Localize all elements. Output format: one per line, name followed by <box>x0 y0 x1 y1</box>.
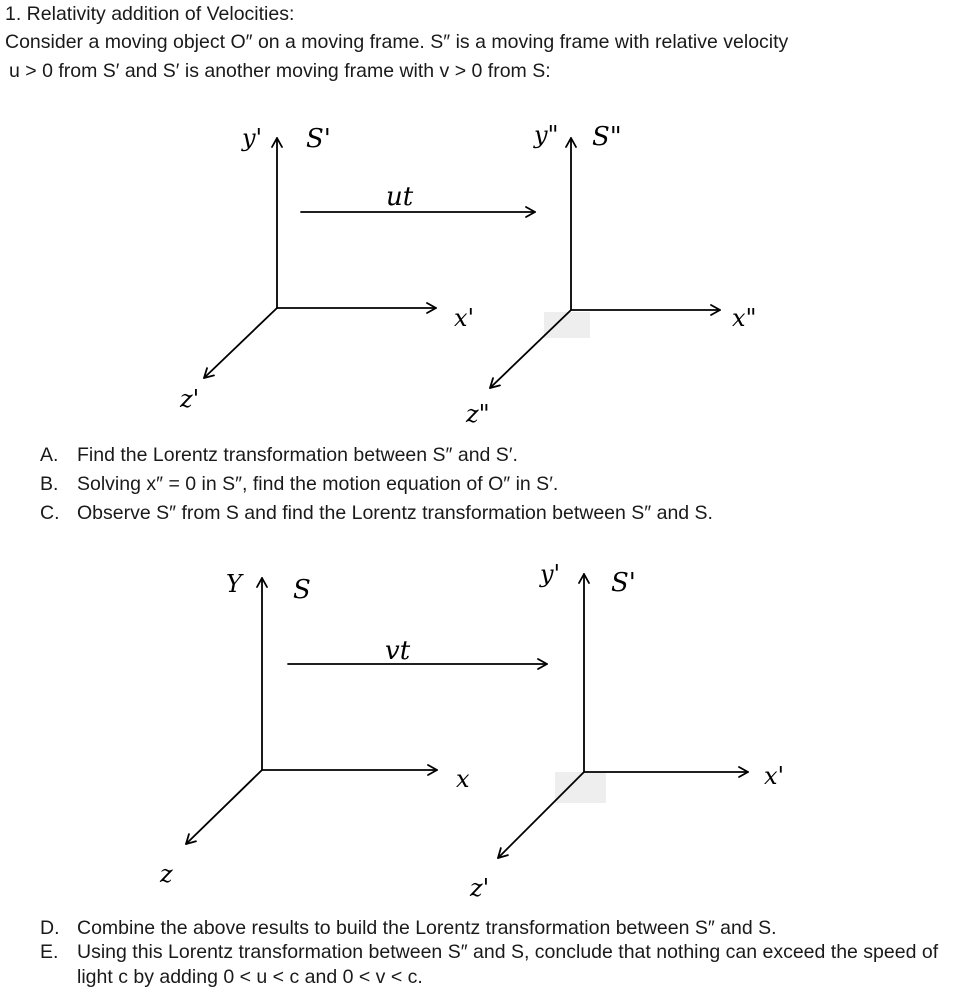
s-label: S <box>293 575 311 605</box>
z-label: z <box>160 860 173 888</box>
question-e-label: E. <box>40 941 59 963</box>
velocity-label-ut: ut <box>386 182 414 212</box>
x-prime-label-2: x' <box>764 762 785 790</box>
question-a-label: A. <box>40 444 59 466</box>
question-d-text: Combine the above results to build the Lorentz transformation between S″ and S. <box>77 917 777 939</box>
x-prime-label: x' <box>454 304 475 332</box>
question-e-text: Using this Lorentz transformation between S″ and S, conclude that nothing can exceed the speed of light c by adding 0 < u < c and 0 < v < c. <box>77 941 939 988</box>
question-b-label: B. <box>40 473 59 495</box>
s-double-prime-label: S" <box>592 122 622 152</box>
z-prime-axis-2 <box>498 772 584 858</box>
s-prime-label-2: S' <box>611 568 636 598</box>
y-double-prime-label: y" <box>534 121 559 149</box>
frame-s-axes <box>186 578 437 844</box>
s-prime-label: S' <box>306 124 331 154</box>
question-b-text: Solving x″ = 0 in S″, find the motion equation of O″ in S′. <box>77 473 559 495</box>
frame-s-prime-axes-2 <box>498 574 748 858</box>
y-label: Y <box>226 570 242 598</box>
x-label: x <box>456 765 470 793</box>
z-prime-label-2: z' <box>470 874 490 902</box>
z-prime-label: z' <box>180 385 200 413</box>
problem-title: 1. Relativity addition of Velocities: <box>5 3 295 25</box>
question-c-text: Observe S″ from S and find the Lorentz transformation between S″ and S. <box>77 502 713 524</box>
problem-intro-line-2: u > 0 from S′ and S′ is another moving frame with v > 0 from S: <box>9 60 551 82</box>
velocity-label-vt: vt <box>385 636 411 666</box>
question-c-label: C. <box>40 502 60 524</box>
z-double-prime-label: z" <box>466 400 490 428</box>
x-double-prime-label: x" <box>732 304 757 332</box>
question-e <box>40 940 950 990</box>
question-d <box>40 916 950 941</box>
question-a-text: Find the Lorentz transformation between S″ and S′. <box>77 444 518 466</box>
y-prime-label: y' <box>242 124 263 152</box>
y-prime-label-2: y' <box>540 560 561 588</box>
z-axis <box>186 770 262 844</box>
problem-intro-line-1: Consider a moving object O″ on a moving frame. S″ is a moving frame with relative velocity <box>5 31 789 53</box>
question-d-label: D. <box>40 917 60 939</box>
